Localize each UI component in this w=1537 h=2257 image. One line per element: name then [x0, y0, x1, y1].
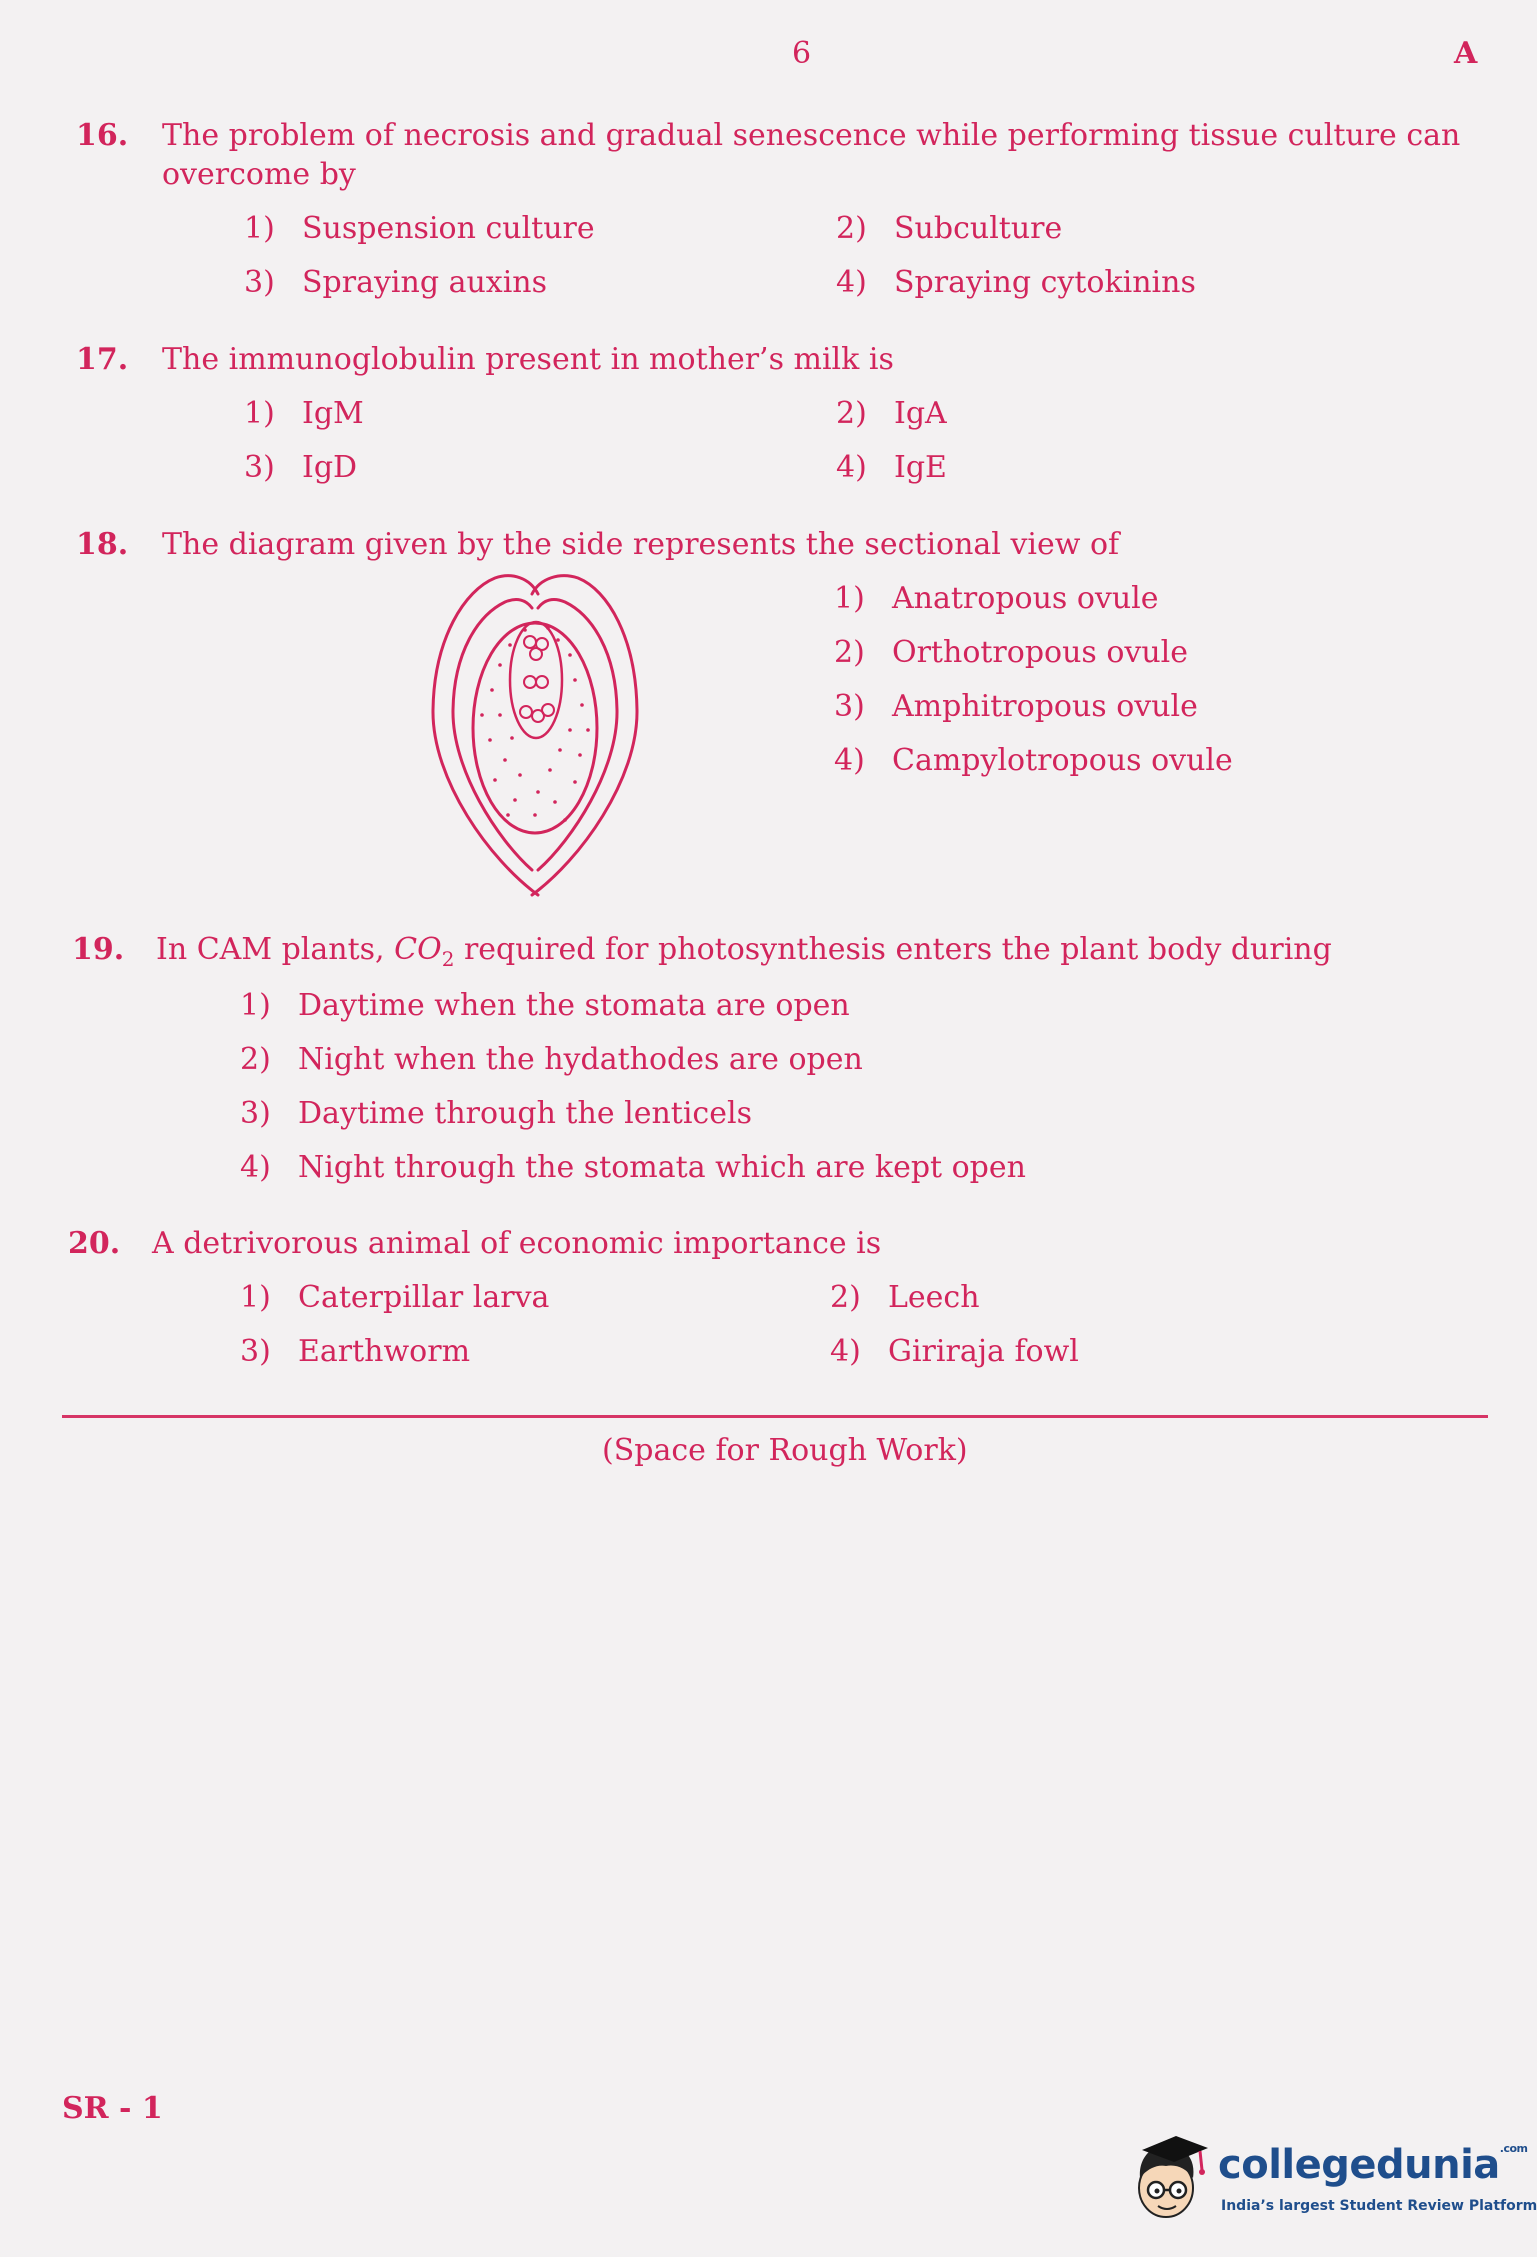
option-number: 2)	[830, 1280, 861, 1315]
option-text: Anatropous ovule	[892, 581, 1159, 616]
option-number: 4)	[836, 450, 867, 485]
option-text: Giriraja fowl	[888, 1334, 1079, 1369]
option-number: 1)	[244, 396, 275, 431]
option-4[interactable]	[836, 450, 947, 485]
question-number: 16.	[76, 118, 129, 153]
mascot-icon	[1128, 2132, 1212, 2224]
question-text: The diagram given by the side represents the sectional view of	[162, 527, 1120, 562]
option-2[interactable]	[836, 211, 1062, 246]
logo-name: collegedunia	[1218, 2142, 1500, 2188]
logo-wordmark	[1218, 2142, 1528, 2188]
collegedunia-logo	[1128, 2128, 1537, 2228]
option-3[interactable]	[834, 689, 1198, 724]
question-text: The problem of necrosis and gradual senescence while performing tissue culture can	[162, 118, 1461, 153]
option-text: IgE	[894, 450, 947, 485]
option-number: 4)	[834, 743, 865, 778]
page-number: 6	[792, 36, 812, 71]
option-text: Orthotropous ovule	[892, 635, 1189, 670]
rough-work-label: (Space for Rough Work)	[602, 1433, 968, 1468]
logo-suffix: .com	[1499, 2142, 1528, 2155]
question-text: A detrivorous animal of economic importance is	[152, 1226, 882, 1261]
formula-co: CO	[394, 932, 442, 967]
option-number: 1)	[244, 211, 275, 246]
option-text: Amphitropous ovule	[892, 689, 1198, 724]
option-3[interactable]	[244, 265, 547, 300]
question-text-cont: overcome by	[162, 157, 356, 192]
option-number: 3)	[240, 1334, 271, 1369]
option-number: 4)	[836, 265, 867, 300]
option-number: 1)	[834, 581, 865, 616]
option-number: 2)	[836, 211, 867, 246]
option-1[interactable]	[244, 211, 595, 246]
series-letter: A	[1454, 36, 1478, 71]
option-number: 1)	[240, 988, 271, 1023]
ovule-diagram	[420, 570, 650, 900]
option-number: 2)	[836, 396, 867, 431]
question-number: 17.	[76, 342, 129, 377]
question-text-start: In CAM plants,	[156, 932, 395, 967]
logo-tagline: India’s largest Student Review Platform	[1221, 2198, 1537, 2214]
option-2[interactable]	[834, 635, 1188, 670]
question-number: 19.	[72, 932, 125, 967]
option-text: Leech	[888, 1280, 980, 1315]
option-text: IgM	[302, 396, 364, 431]
formula-subscript: 2	[441, 947, 455, 971]
option-2[interactable]	[836, 396, 947, 431]
option-text: IgD	[302, 450, 358, 485]
paper-code: SR - 1	[62, 2091, 163, 2126]
option-number: 4)	[830, 1334, 861, 1369]
option-1[interactable]	[244, 396, 364, 431]
option-4[interactable]	[834, 743, 1233, 778]
question-number: 20.	[68, 1226, 121, 1261]
option-1[interactable]	[834, 581, 1159, 616]
option-2[interactable]	[240, 1042, 863, 1077]
option-text: Earthworm	[298, 1334, 471, 1369]
option-text: Campylotropous ovule	[892, 743, 1233, 778]
option-text: Caterpillar larva	[298, 1280, 550, 1315]
option-text: Daytime when the stomata are open	[298, 988, 850, 1023]
option-number: 3)	[244, 450, 275, 485]
option-number: 2)	[834, 635, 865, 670]
option-number: 4)	[240, 1150, 271, 1185]
option-4[interactable]	[240, 1150, 1026, 1185]
question-text-end: required for photosynthesis enters the plant body during	[454, 932, 1332, 967]
question-number: 18.	[76, 527, 129, 562]
option-text: Subculture	[894, 211, 1063, 246]
question-text	[156, 932, 1332, 971]
option-number: 2)	[240, 1042, 271, 1077]
question-text: The immunoglobulin present in mother’s milk is	[162, 342, 894, 377]
option-1[interactable]	[240, 1280, 549, 1315]
option-number: 3)	[244, 265, 275, 300]
option-2[interactable]	[830, 1280, 980, 1315]
option-number: 3)	[240, 1096, 271, 1131]
option-text: Spraying auxins	[302, 265, 548, 300]
option-1[interactable]	[240, 988, 850, 1023]
option-text: Night through the stomata which are kept open	[298, 1150, 1026, 1185]
option-number: 3)	[834, 689, 865, 724]
option-3[interactable]	[240, 1096, 752, 1131]
option-text: Daytime through the lenticels	[298, 1096, 752, 1131]
option-3[interactable]	[244, 450, 357, 485]
option-text: Night when the hydathodes are open	[298, 1042, 863, 1077]
option-4[interactable]	[836, 265, 1196, 300]
option-text: Spraying cytokinins	[894, 265, 1196, 300]
rough-work-divider	[62, 1415, 1488, 1418]
option-text: Suspension culture	[302, 211, 595, 246]
option-4[interactable]	[830, 1334, 1079, 1369]
option-number: 1)	[240, 1280, 271, 1315]
option-3[interactable]	[240, 1334, 470, 1369]
option-text: IgA	[894, 396, 947, 431]
